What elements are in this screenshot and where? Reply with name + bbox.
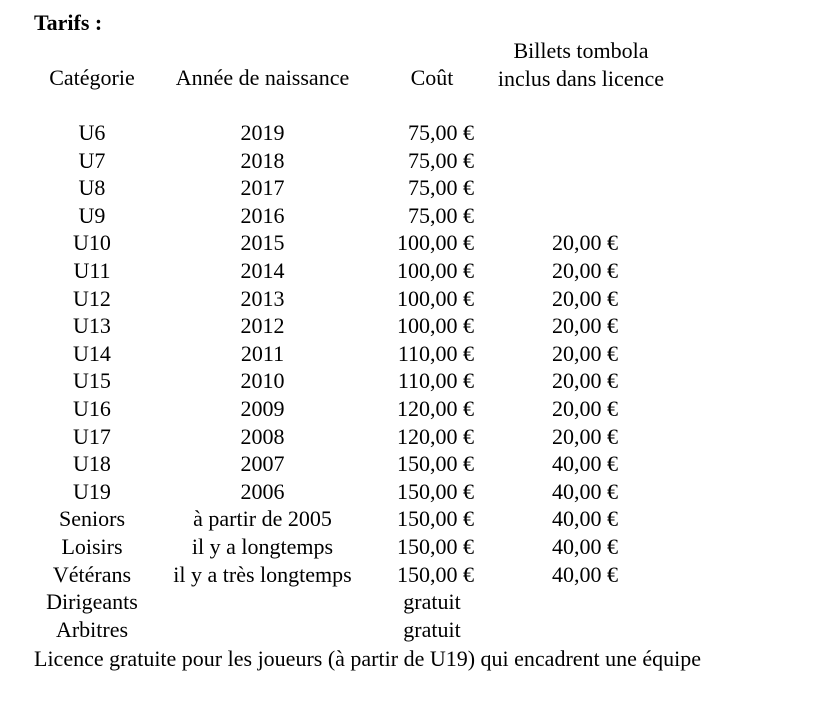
category-cell: Arbitres (55, 616, 129, 642)
header-tickets: Billets tombola inclus dans licence (497, 38, 665, 91)
table-row (0, 340, 823, 368)
page-title: Tarifs : (34, 10, 103, 35)
tickets-cell: 40,00 € (552, 451, 618, 477)
category-cell: U11 (73, 257, 111, 283)
tickets-cell: 20,00 € (552, 340, 618, 366)
category-cell: U9 (78, 202, 106, 228)
table-row (0, 616, 823, 644)
category-cell: Seniors (59, 506, 125, 532)
birth-year-cell: 2010 (240, 368, 285, 394)
tickets-cell: 40,00 € (552, 478, 618, 504)
category-cell: U17 (73, 423, 111, 449)
tickets-cell: 20,00 € (552, 285, 618, 311)
tickets-cell: 20,00 € (552, 313, 618, 339)
category-cell: Vétérans (52, 561, 132, 587)
cost-cell: 110,00 € (397, 340, 474, 366)
table-row (0, 312, 823, 340)
birth-year-cell: 2017 (240, 175, 285, 201)
birth-year-cell: 2019 (240, 120, 285, 145)
cost-cell: 100,00 € (397, 257, 474, 283)
table-row (0, 505, 823, 533)
tickets-cell: 20,00 € (552, 395, 618, 421)
table-row (0, 478, 823, 506)
category-cell: Loisirs (61, 533, 123, 559)
category-cell: U8 (78, 175, 106, 201)
cost-cell: 120,00 € (397, 395, 474, 421)
table-row (0, 147, 823, 175)
birth-year-cell: 2015 (240, 230, 285, 256)
header-birth-year: Année de naissance (175, 65, 350, 90)
cost-cell: gratuit (403, 616, 461, 642)
category-cell: U18 (73, 451, 111, 477)
cost-cell: 150,00 € (397, 451, 474, 477)
table-row (0, 202, 823, 230)
tickets-cell: 40,00 € (552, 533, 618, 559)
tickets-cell: 40,00 € (552, 506, 618, 532)
birth-year-cell: il y a longtemps (191, 533, 334, 559)
category-cell: U16 (73, 395, 111, 421)
category-cell: U14 (73, 340, 111, 366)
table-row (0, 285, 823, 313)
footer-note: Licence gratuite pour les joueurs (à partir de U19) qui encadrent une équipe (34, 646, 702, 671)
table-row (0, 423, 823, 451)
category-cell: U15 (73, 368, 111, 394)
tickets-cell: 20,00 € (552, 230, 618, 256)
cost-cell: 120,00 € (397, 423, 474, 449)
category-cell: U7 (78, 147, 106, 173)
cost-cell: gratuit (403, 589, 461, 615)
cost-cell: 75,00 € (408, 175, 474, 201)
birth-year-cell: 2018 (240, 147, 285, 173)
category-cell: U6 (78, 120, 106, 145)
category-cell: U19 (73, 478, 111, 504)
header-cost: Coût (410, 65, 454, 90)
birth-year-cell: 2013 (240, 285, 285, 311)
cost-cell: 75,00 € (408, 120, 474, 145)
cost-cell: 150,00 € (397, 533, 474, 559)
cost-cell: 75,00 € (408, 202, 474, 228)
table-row (0, 119, 823, 147)
header-category: Catégorie (49, 65, 135, 90)
table-row (0, 588, 823, 616)
table-row (0, 561, 823, 589)
birth-year-cell: 2006 (240, 478, 285, 504)
birth-year-cell: 2008 (240, 423, 285, 449)
table-row (0, 367, 823, 395)
cost-cell: 100,00 € (397, 285, 474, 311)
tickets-cell: 20,00 € (552, 368, 618, 394)
cost-cell: 75,00 € (408, 147, 474, 173)
birth-year-cell: 2014 (240, 257, 285, 283)
tickets-cell: 20,00 € (552, 423, 618, 449)
cost-cell: 110,00 € (397, 368, 474, 394)
birth-year-cell: il y a très longtemps (173, 561, 352, 587)
category-cell: U12 (73, 285, 111, 311)
table-row (0, 395, 823, 423)
birth-year-cell: 2009 (240, 395, 285, 421)
category-cell: Dirigeants (46, 589, 138, 615)
table-row (0, 533, 823, 561)
tickets-cell: 40,00 € (552, 561, 618, 587)
birth-year-cell: à partir de 2005 (193, 506, 332, 532)
table-row (0, 229, 823, 257)
table-row (0, 450, 823, 478)
cost-cell: 150,00 € (397, 506, 474, 532)
category-cell: U13 (73, 313, 111, 339)
tariff-table (0, 119, 823, 643)
birth-year-cell: 2016 (240, 202, 285, 228)
cost-cell: 100,00 € (397, 230, 474, 256)
birth-year-cell: 2007 (240, 451, 285, 477)
table-row (0, 174, 823, 202)
birth-year-cell: 2011 (240, 340, 285, 366)
birth-year-cell: 2012 (240, 313, 285, 339)
cost-cell: 150,00 € (397, 561, 474, 587)
cost-cell: 100,00 € (397, 313, 474, 339)
cost-cell: 150,00 € (397, 478, 474, 504)
tickets-cell: 20,00 € (552, 257, 618, 283)
table-row (0, 257, 823, 285)
category-cell: U10 (73, 230, 111, 256)
